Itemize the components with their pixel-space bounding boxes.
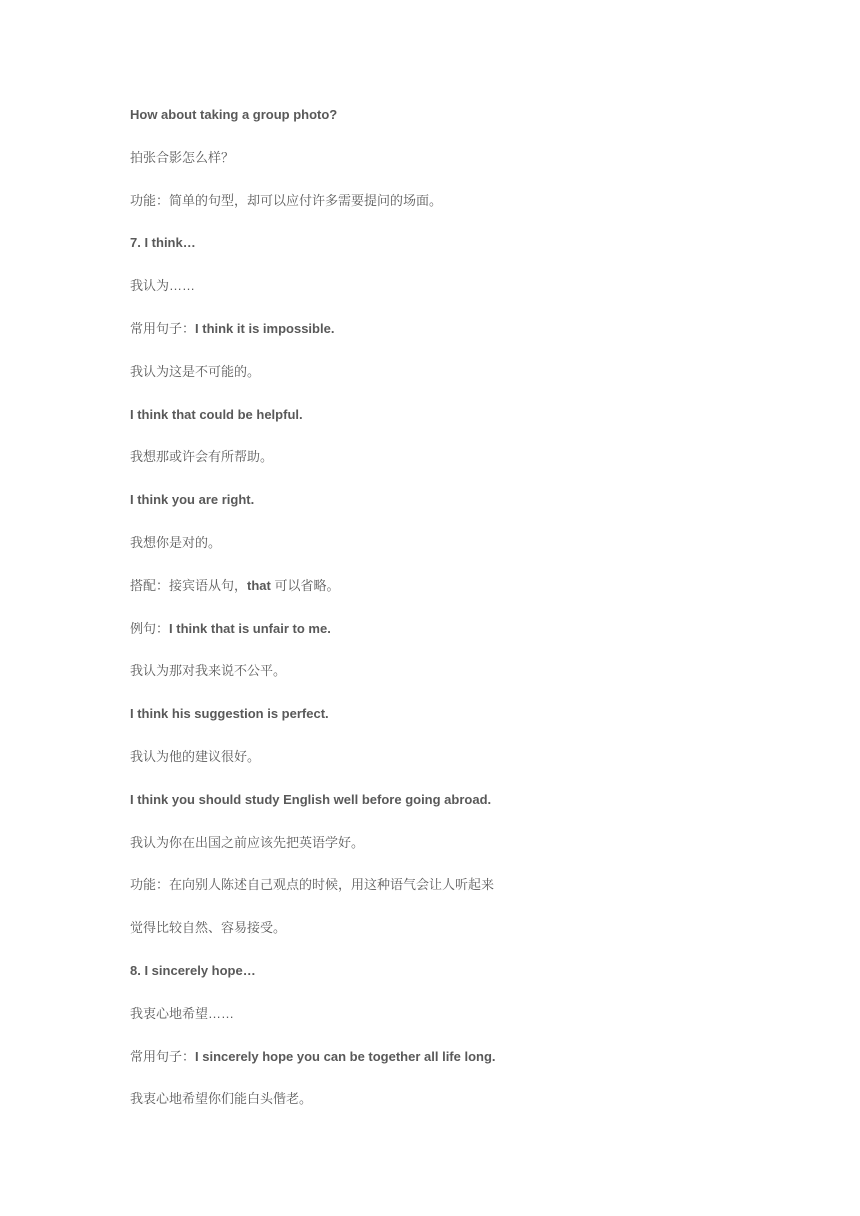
text-line: 我认为你在出国之前应该先把英语学好。	[130, 834, 365, 850]
text-line: 我认为……	[130, 278, 196, 294]
document-page	[130, 103, 810, 1130]
text-line: 我想那或许会有所帮助。	[130, 449, 274, 465]
text-line: 我认为这是不可能的。	[130, 363, 261, 379]
text-line: 功能：简单的句型，却可以应付许多需要提问的场面。	[130, 192, 443, 208]
section-heading: 7. I think…	[130, 235, 196, 251]
text-line: I think you are right.	[130, 492, 255, 508]
text-line: 我想你是对的。	[130, 534, 222, 550]
line-english: that	[247, 577, 271, 593]
text-line: 我认为那对我来说不公平。	[130, 663, 287, 679]
section-heading: 8. I sincerely hope…	[130, 962, 256, 978]
text-line	[130, 574, 810, 598]
line-english: I sincerely hope you can be together all life long.	[195, 1048, 496, 1064]
text-line: I think you should study English well before going abroad.	[130, 791, 492, 807]
text-line: 我衷心地希望……	[130, 1005, 235, 1021]
text-line	[130, 317, 810, 341]
line-english: I think that is unfair to me.	[169, 620, 331, 636]
text-line: 我认为他的建议很好。	[130, 748, 261, 764]
text-line: How about taking a group photo?	[130, 107, 338, 122]
text-line	[130, 1045, 810, 1069]
line-suffix: 可以省略。	[270, 577, 340, 593]
text-line: 觉得比较自然、容易接受。	[130, 920, 287, 936]
line-prefix: 常用句子：	[130, 1048, 196, 1064]
text-line: I think his suggestion is perfect.	[130, 706, 329, 722]
text-line: 我衷心地希望你们能白头偕老。	[130, 1091, 313, 1107]
text-line: 拍张合影怎么样？	[130, 149, 235, 165]
text-line: 功能：在向别人陈述自己观点的时候，用这种语气会让人听起来	[130, 877, 495, 893]
line-english: I think it is impossible.	[195, 320, 335, 336]
text-line	[130, 617, 810, 641]
line-prefix: 常用句子：	[130, 320, 196, 336]
line-prefix: 搭配：接宾语从句，	[130, 577, 248, 593]
text-line: I think that could be helpful.	[130, 406, 303, 422]
line-prefix: 例句：	[130, 620, 170, 636]
